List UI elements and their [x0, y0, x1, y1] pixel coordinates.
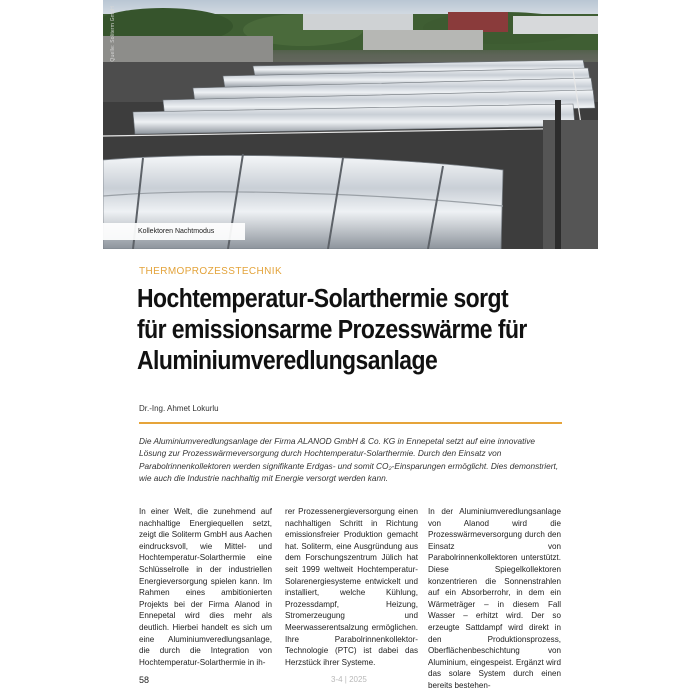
solar-field-illustration: [103, 0, 598, 249]
article-lead: Die Aluminiumveredlungsanlage der Firma ALANOD GmbH & Co. KG in Ennepetal setzt auf eine innovative Lösung zur Prozesswärmeversorgung durch Hochtemperatur-Solarthermie. Durch den Einsatz von Parabolrinnenkollektoren werden signifikante Erdgas- und somit CO₂-Einsparungen ermöglicht. Dies demonstriert, wie auch die Industrie nachhaltig mit Energie versorgt werden kann.: [139, 436, 559, 484]
issue-label: 3-4 | 2025: [331, 675, 367, 684]
article-category: THERMOPROZESSTECHNIK: [139, 266, 283, 277]
body-column-3: In der Aluminiumveredlungsanlage von Alanod wird die Prozesswärmeversorgung durch den Einsatz von Parabolrinnenkollektoren unterstützt. Diese Spiegelkollektoren konzentrieren die Sonnenstrahlen auf ein Absorberrohr, in dem ein Wärmeträger – in diesem Fall Wasser – erhitzt wird. Der so erzeugte Sattdampf wird direkt in den Produktionsprozess, Oberflächenbeschichtung von Aluminium, eingespeist. Ergänzt wird das solare System durch einen bereits bestehen-: [428, 507, 561, 690]
photo-caption: Kollektoren Nachtmodus: [103, 223, 245, 240]
article-title: Hochtemperatur-Solarthermie sorgt für emissionsarme Prozesswärme für Aluminiumveredlungsanlage: [137, 285, 527, 375]
page-number: 58: [139, 675, 150, 685]
body-column-2: rer Prozessenergieversorgung einen nachhaltigen Schritt in Richtung emissionsfreier Produktion gemacht hat. Soliterm, eine Ausgründung aus dem Forschungszentrum Jülich hat seit 1999 weltweit Hochtemperatur-Solarenergiesysteme entwickelt und installiert, welche Kühlung, Prozessdampf, Heizung, Stromerzeugung und Meerwasserentsalzung ermöglichen. Ihre Parabolrinnenkollektor-Technologie (PTC) ist dabei das Herzstück ihrer Systeme.: [285, 507, 418, 667]
collector-photo: [103, 0, 598, 249]
photo-credit: Quelle: Soliterm GmbH: [110, 6, 116, 62]
divider-rule: [139, 422, 562, 424]
body-column-1: In einer Welt, die zunehmend auf nachhaltige Energiequellen setzt, zeigt die Soliterm GmbH aus Aachen eindrucksvoll, wie Mittel- und Hochtemperatur-Solarthermie eine Schlüsselrolle in der industriellen Energieversorgung spielen kann. Im Rahmen eines ambitionierten Projekts bei der Firma Alanod in Ennepetal wird dies mehr als deutlich. Hierbei handelt es sich um eine Aluminiumveredlungsanlage, die durch die Integration von Hochtemperatur-Solarthermie in ih-: [139, 507, 272, 667]
article-author: Dr.-Ing. Ahmet Lokurlu: [139, 404, 219, 413]
